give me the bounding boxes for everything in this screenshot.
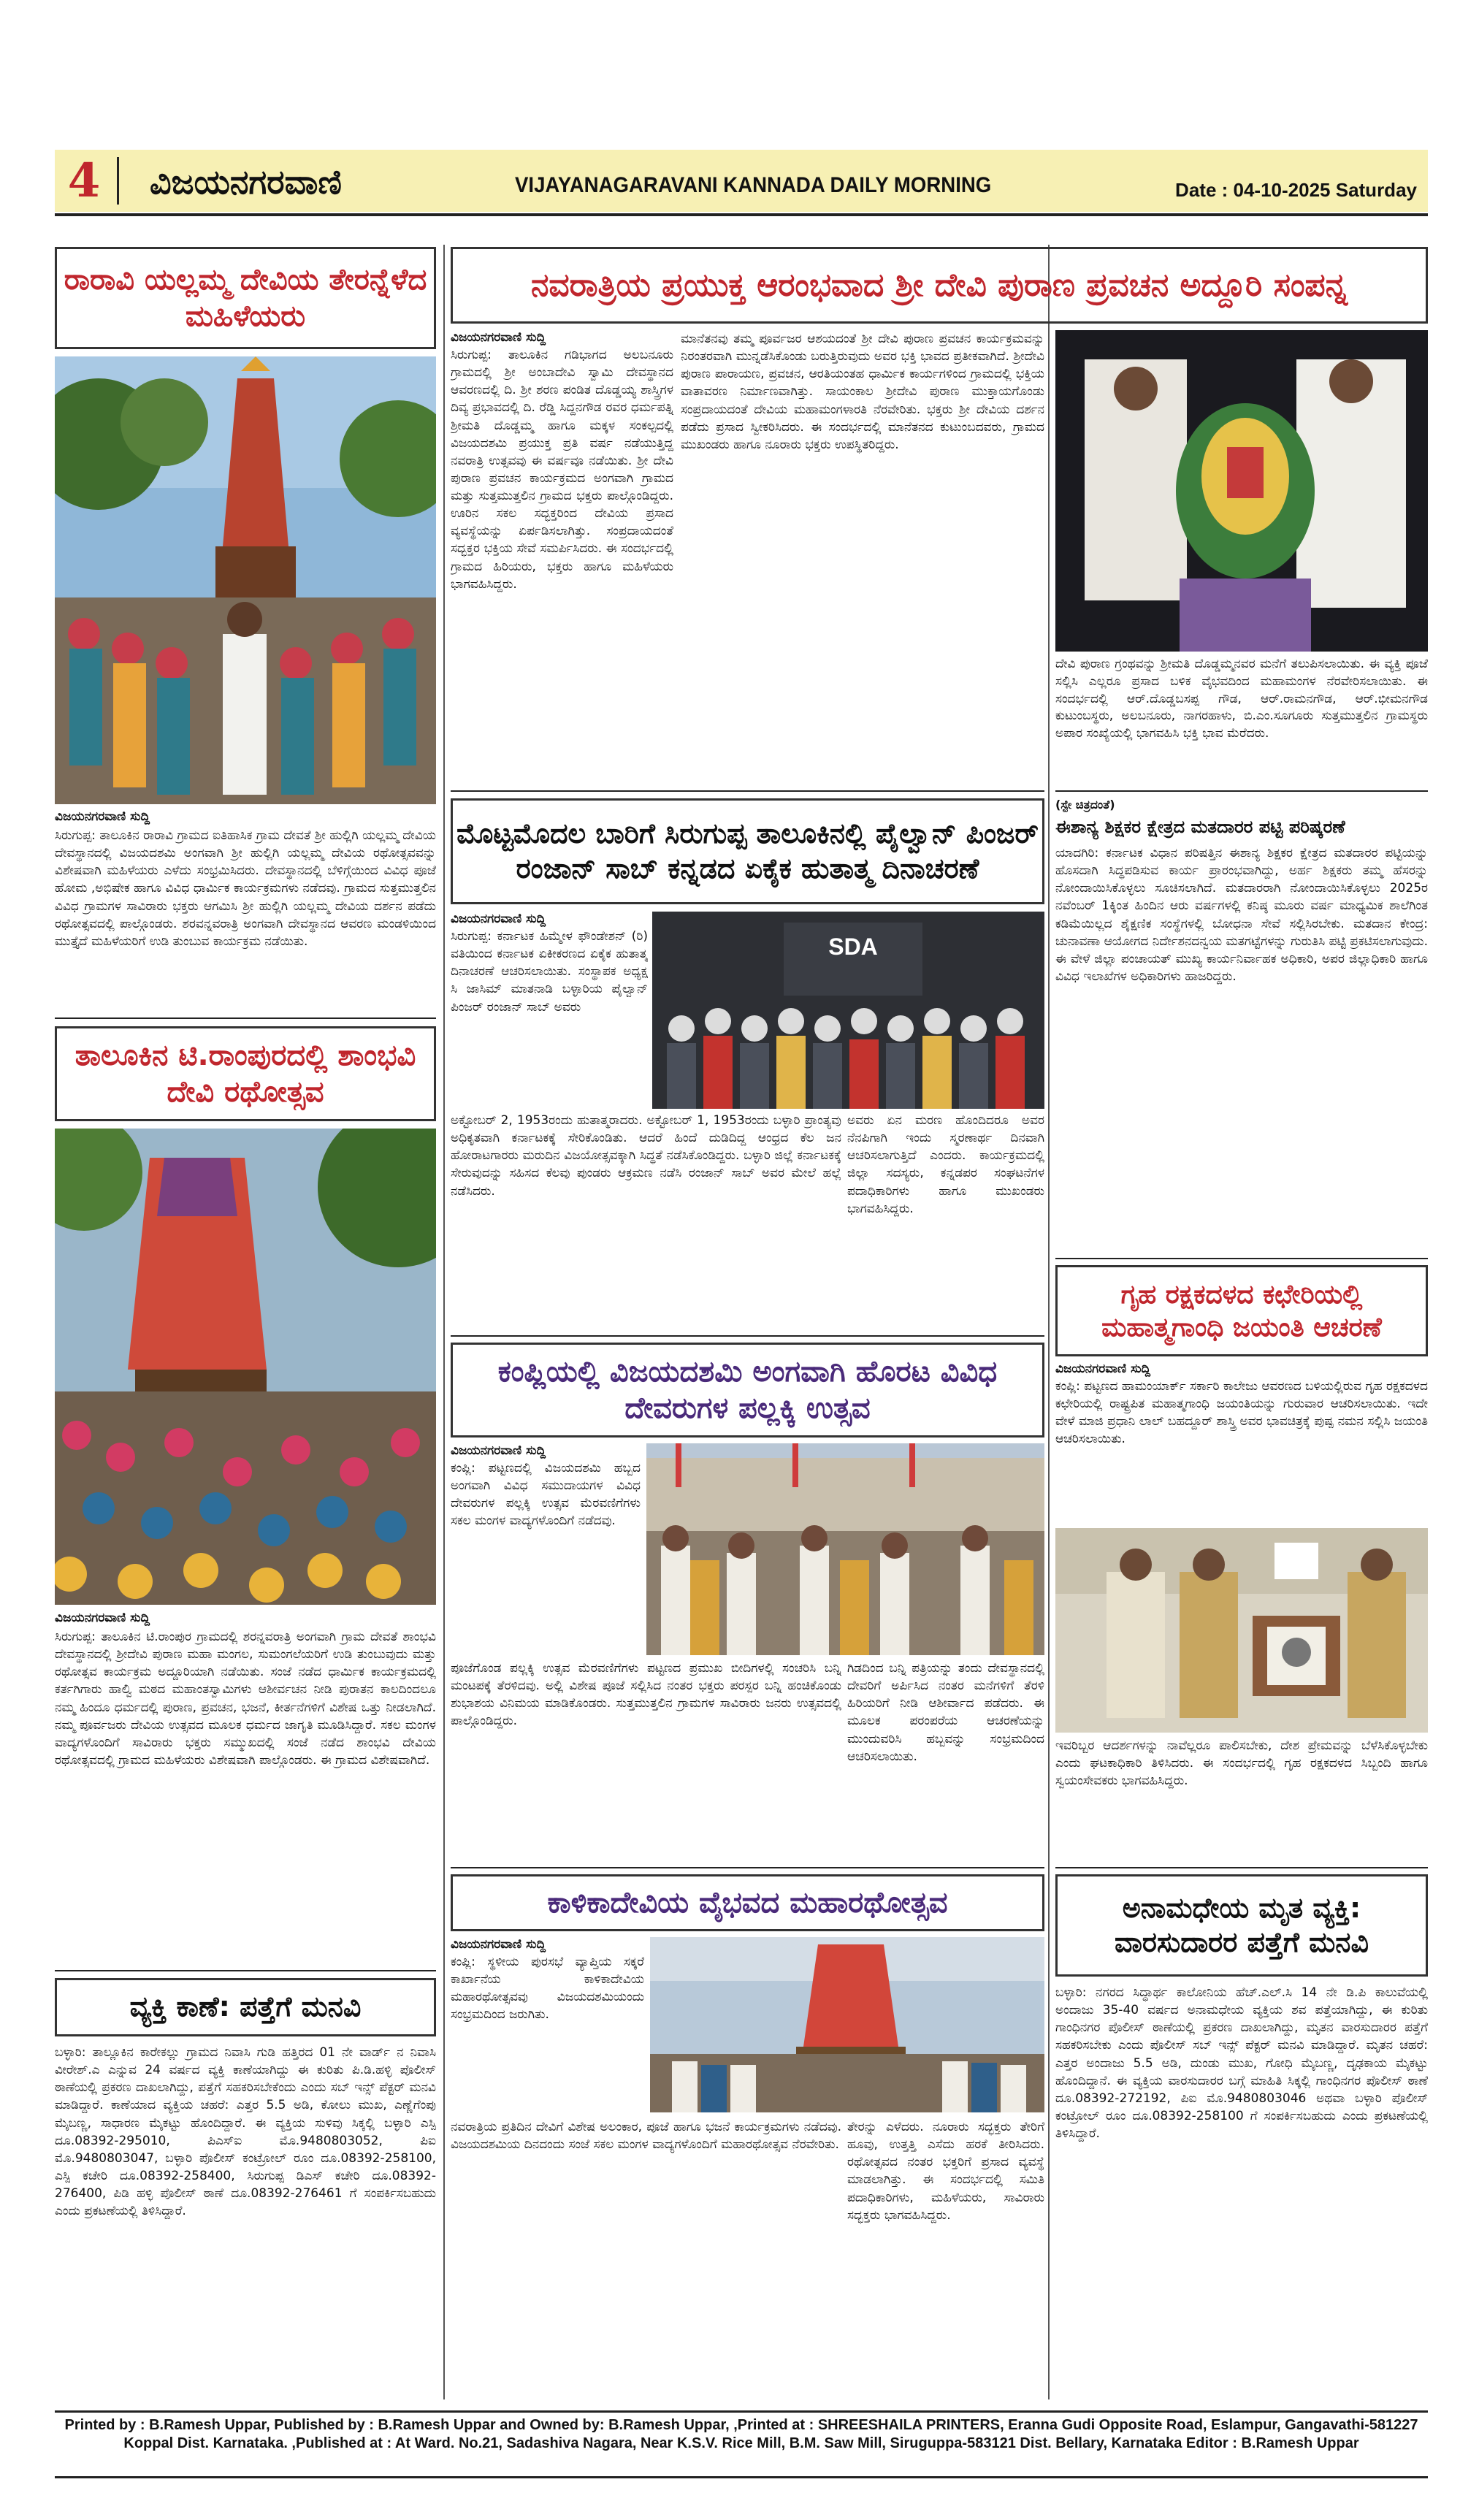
- footer-rule-bottom: [55, 2476, 1428, 2478]
- headline-kampli-pallakki: ಕಂಪ್ಲಿಯಲ್ಲಿ ವಿಜಯದಶಮಿ ಅಂಗವಾಗಿ ಹೊರಟ ವಿವಿಧ ದೇವರುಗಳ ಪಲ್ಲಕ್ಕಿ ಉತ್ಸವ: [451, 1343, 1044, 1437]
- photo-devi-idol-night: [1055, 330, 1428, 652]
- photo-pallakki-procession: [646, 1443, 1044, 1655]
- byline-a4: ವಿಜಯನಗರವಾಣಿ ಸುದ್ದಿ: [451, 330, 546, 345]
- tag-a8: (ಸ್ಟೇ ಚಿತ್ರದಂತೆ): [1055, 798, 1115, 812]
- article-a6-right: ಗಿಡದಿಂದ ಬನ್ನಿ ಪತ್ರಿಯನ್ನು ತಂದು ದೇವಸ್ಥಾನದಲ್ಲಿ ದೇವರಿಗೆ ಅರ್ಪಿಸಿದ ನಂತರ ಮನೆಗಳಿಗೆ ತೆರಳಿ ಹಿರಿಯರಿಗೆ ನೀಡಿ ಆಶೀರ್ವಾದ ಪಡೆದರು. ಈ ಮೂಲಕ ಪರಂಪರೆಯ ಆಚರಣೆಯನ್ನು ಮುಂದುವರಿಸಿ ಹಬ್ಬವನ್ನು ಸಂಭ್ರಮದಿಂದ ಆಚರಿಸಲಾಯಿತು.: [847, 1661, 1044, 1764]
- byline-a2: ವಿಜಯನಗರವಾಣಿ ಸುದ್ದಿ: [55, 1611, 150, 1625]
- imprint-line: Printed by : B.Ramesh Uppar, Published by : B.Ramesh Uppar and Owned by: B.Ramesh Uppar, ,Printed at : SHREESHAILA PRINTERS, Eranna Gudi Opposite Road, Eslampur, Gangavathi-581227 Koppal Dist. Karnataka. ,Published at : At Ward. No.21, Sadashiva Nagara, Near K.S.V. Rice Mill, B.M. Saw Mill, Siruguppa-583121 Dist. Bellary, Karnataka Editor : B.Ramesh Uppar: [64, 2417, 1418, 2451]
- article-a10-body: ಬಳ್ಳಾರಿ: ನಗರದ ಸಿದ್ಧಾರ್ಥ ಕಾಲೋನಿಯ ಹೆಚ್.ಎಲ್.ಸಿ 14 ನೇ ಡಿ.ಪಿ ಕಾಲುವೆಯಲ್ಲಿ ಅಂದಾಜು 35-40 ವರ್ಷದ ಅನಾಮಧೇಯ ವ್ಯಕ್ತಿಯ ಶವ ಪತ್ತೆಯಾಗಿದ್ದು, ಈ ಕುರಿತು ಗಾಂಧಿನಗರ ಪೊಲೀಸ್ ಠಾಣೆಯಲ್ಲಿ ಪ್ರಕರಣ ದಾಖಲಾಗಿದ್ದು, ಮೃತನ ವಾರಸುದಾರರ ಪತ್ತೆಗೆ ಸಹಕರಿಸಬೇಕು ಎಂದು ಪೊಲೀಸ್ ಸಬ್ ಇನ್ಸ್ ಪೆಕ್ಟರ್ ಮನವಿ ಮಾಡಿದ್ದಾರೆ. ಮೃತನ ಚಹರೆ: ಎತ್ತರ ಅಂದಾಜು 5.5 ಅಡಿ, ದುಂಡು ಮುಖ, ಗೋಧಿ ಮೈಬಣ್ಣ, ದೃಢಕಾಯ ಮೈಕಟ್ಟು ಹೊಂದಿದ್ದಾನೆ. ಈ ವ್ಯಕ್ತಿಯ ವಾರಸುದಾರರ ಬಗ್ಗೆ ಮಾಹಿತಿ ಸಿಕ್ಕಲ್ಲಿ ಗಾಂಧಿನಗರ ಪೊಲೀಸ್ ಠಾಣೆ ದೂ.08392-272192, ಪಿಐ ಮೊ.9480803046 ಅಥವಾ ಬಳ್ಳಾರಿ ಪೊಲೀಸ್ ಕಂಟ್ರೋಲ್ ರೂಂ ದೂ.08392-258100 ಗೆ ಸಂಪರ್ಕಿಸಬಹುದು ಎಂದು ಪ್ರಕಟಣೆಯಲ್ಲಿ ತಿಳಿಸಿದ್ದಾರೆ.: [1055, 1985, 1428, 2141]
- divider-mid-2: [451, 1335, 1044, 1337]
- divider-left-1: [55, 1017, 436, 1019]
- column-rule-1: [443, 245, 445, 2399]
- divider-mid-1: [451, 790, 1044, 792]
- page-number: 4: [67, 153, 101, 208]
- headline-missing-person: ವ್ಯಕ್ತಿ ಕಾಣೆ: ಪತ್ತೆಗೆ ಮನವಿ: [55, 1978, 436, 2036]
- photo-shambhavi-chariot: [55, 1129, 436, 1605]
- divider-right-2: [1055, 1258, 1428, 1259]
- headline-rarav-yellamma: ರಾರಾವಿ ಯಲ್ಲಮ್ಮ ದೇವಿಯ ತೇರನ್ನೆಳೆದ ಮಹಿಳೆಯರು: [55, 247, 436, 349]
- article-a3-body: ಬಳ್ಳಾರಿ: ತಾಲ್ಲೂಕಿನ ಕಾರೇಕಲ್ಲು ಗ್ರಾಮದ ನಿವಾಸಿ ಗುಡಿ ಹತ್ತಿರದ 01 ನೇ ವಾರ್ಡ್ ನ ನಿವಾಸಿ ವೀರೇಶ್.ಎ ಎನ್ನುವ 24 ವರ್ಷದ ವ್ಯಕ್ತಿ ಕಾಣೆಯಾಗಿದ್ದು ಈ ಕುರಿತು ಪಿ.ಡಿ.ಹಳ್ಳಿ ಪೊಲೀಸ್ ಠಾಣೆಯಲ್ಲಿ ಪ್ರಕರಣ ದಾಖಲಾಗಿದ್ದು, ಪತ್ತೆಗೆ ಸಹಕರಿಸಬೇಕೆಂದು ಎಂದು ಸಬ್ ಇನ್ಸ್ ಪೆಕ್ಟರ್ ಮನವಿ ಮಾಡಿದ್ದಾರೆ. ಕಾಣೆಯಾದ ವ್ಯಕ್ತಿಯ ಚಹರೆ: ಎತ್ತರ 5.5 ಅಡಿ, ಕೋಲು ಮುಖ, ಎಣ್ಣೆಗೆಂಪು ಮೈಬಣ್ಣ, ಸಾಧಾರಣ ಮೈಕಟ್ಟು ಹೊಂದಿದ್ದಾರೆ. ಈ ವ್ಯಕ್ತಿಯ ಸುಳಿವು ಸಿಕ್ಕಲ್ಲಿ ಬಳ್ಳಾರಿ ಎಸ್ಪಿ ದೂ.08392-295010, ಪಿಎಸ್ಐ ಮೊ.9480803052, ಪಿಐ ಮೊ.9480803047, ಬಳ್ಳಾರಿ ಪೊಲೀಸ್ ಕಂಟ್ರೋಲ್ ರೂಂ ದೂ.08392-258100, ಎಸ್ಪಿ ಕಚೇರಿ ದೂ.08392-258400, ಸಿರುಗುಪ್ಪ ಡಿಎಸ್ ಕಚೇರಿ ದೂ.08392-276400, ಪಿಡಿ ಹಳ್ಳಿ ಪೊಲೀಸ್ ಠಾಣೆ ದೂ.08392-276461 ಗೆ ಸಂಪರ್ಕಿಸಬಹುದು ಎಂದು ಪ್ರಕಟಣೆಯಲ್ಲಿ ತಿಳಿಸಿದ್ದಾರೆ.: [55, 2045, 436, 2219]
- article-a6-left: ಕಂಪ್ಲಿ: ಪಟ್ಟಣದಲ್ಲಿ ವಿಜಯದಶಮಿ ಹಬ್ಬದ ಅಂಗವಾಗಿ ವಿವಿಧ ಸಮುದಾಯಗಳ ವಿವಿಧ ದೇವರುಗಳ ಪಲ್ಲಕ್ಕಿ ಉತ್ಸವ ಮೆರವಣಿಗೆಗಳು ಸಕಲ ಮಂಗಳ ವಾದ್ಯಗಳೊಂದಿಗೆ ನಡೆದವು.: [451, 1461, 641, 1529]
- article-a5-left: ಸಿರುಗುಪ್ಪ: ಕರ್ನಾಟಕ ಹಿಮ್ಮೇಳ ಫೌಂಡೇಶನ್ (ರಿ) ವತಿಯಿಂದ ಕರ್ನಾಟಕ ಏಕೀಕರಣದ ಏಕೈಕ ಹುತಾತ್ಮ ದಿನಾಚರಣೆ ಆಚರಿಸಲಾಯಿತು. ಸಂಸ್ಥಾಪಕ ಅಧ್ಯಕ್ಷ ಸಿ ಜಾಸಿಮ್ ಮಾತನಾಡಿ ಬಳ್ಳಾರಿಯ ಪೈಲ್ವಾನ್ ಪಿಂಜರ್ ರಂಜಾನ್ ಸಾಬ್ ಅವರು: [451, 929, 648, 1015]
- headline-ranjan-sab: ಮೊಟ್ಟಮೊದಲ ಬಾರಿಗೆ ಸಿರುಗುಪ್ಪ ತಾಲೂಕಿನಲ್ಲಿ ಪೈಲ್ವಾನ್ ಪಿಂಜರ್ ರಂಜಾನ್ ಸಾಬ್ ಕನ್ನಡದ ಏಕೈಕ ಹುತಾತ್ಮ ದಿನಾಚರಣೆ: [451, 798, 1044, 904]
- photo-procession-street: [646, 1443, 1044, 1655]
- paper-title-english: VIJAYANAGARAVANI KANNADA DAILY MORNING: [515, 173, 992, 197]
- photo-chariot-crowd: [55, 1129, 436, 1605]
- issue-date: Date : 04-10-2025 Saturday: [1175, 179, 1417, 201]
- photo-women-pulling-chariot: [55, 356, 436, 804]
- article-a2-body: ಸಿರುಗುಪ್ಪ: ತಾಲೂಕಿನ ಟಿ.ರಾಂಪುರ ಗ್ರಾಮದಲ್ಲಿ ಶರನ್ನವರಾತ್ರಿ ಅಂಗವಾಗಿ ಗ್ರಾಮ ದೇವತೆ ಶಾಂಭವಿ ದೇವಸ್ಥಾನದಲ್ಲಿ ಶ್ರೀದೇವಿ ಪುರಾಣ ಮಹಾ ಮಂಗಲ, ಸುಮಂಗಲೆಯರಿಗೆ ಉಡಿ ತುಂಬುವುದು ಮತ್ತು ರಥೋತ್ಸವ ಕಾರ್ಯಕ್ರಮ ಅದ್ದೂರಿಯಾಗಿ ನಡೆಯಿತು. ಸಂಜೆ ನಡೆದ ಧಾರ್ಮಿಕ ಕಾರ್ಯಕ್ರಮದಲ್ಲಿ ಕರ್ತಗಿಗಾರು ಹಾಲ್ವಿ ಮಠದ ಮಹಾಂತಸ್ವಾಮಿಗಳು ಆಶೀರ್ವಚನ ನೀಡಿ ಪುರಾತನ ಕಾಲದಿಂದಲೂ ನಮ್ಮ ಹಿಂದೂ ಧರ್ಮದಲ್ಲಿ ಪುರಾಣ, ಪ್ರವಚನ, ಭಜನೆ, ಕೀರ್ತನೆಗಳಿಗೆ ವಿಶೇಷ ಒತ್ತು ನೀಡಲಾಗಿದೆ. ನಮ್ಮ ಪೂರ್ವಜರು ದೇವಿಯ ಉತ್ಸವದ ಮೂಲಕ ಧರ್ಮದ ಜಾಗೃತಿ ಮೂಡಿಸಿದ್ದಾರೆ. ಸಕಲ ಮಂಗಳ ವಾದ್ಯಗಳೊಂದಿಗೆ ಸಾವಿರಾರು ಭಕ್ತರು ಸಮ್ಮುಖದಲ್ಲಿ ಸಂಜೆ ನಡೆದ ಶಾಂಭವಿ ದೇವಿಯ ರಥೋತ್ಸವದಲ್ಲಿ ಗ್ರಾಮದ ಮಹಿಳೆಯರು ವಿಶೇಷವಾಗಿ ಪಾಲ್ಗೊಂಡರು. ಈ ಗ್ರಾಮದ ವಿಶೇಷವಾಗಿದೆ.: [55, 1630, 436, 1768]
- caption-a4: ದೇವಿ ಪುರಾಣ ಗ್ರಂಥವನ್ನು ಶ್ರೀಮತಿ ದೊಡ್ಡಮ್ಮನವರ ಮನೆಗೆ ತಲುಪಿಸಲಾಯಿತು. ಈ ವ್ಯಕ್ತಿ ಪೂಜೆ ಸಲ್ಲಿಸಿ ಎಲ್ಲರೂ ಪ್ರಸಾದ ಬಳಿಕ ವೈಭವದಿಂದ ಮಹಾಮಂಗಳ ನೆರವೇರಿಸಲಾಯಿತು. ಈ ಸಂದರ್ಭದಲ್ಲಿ ಆರ್.ದೊಡ್ಡಬಸಪ್ಪ ಗೌಡ, ಆರ್.ರಾಮನಗೌಡ, ಆರ್.ಭೀಮನಗೌಡ ಕುಟುಂಬಸ್ಥರು, ಅಲಬನೂರು, ನಾಗರಹಾಳು, ಬಿ.ಎಂ.ಸೂಗೂರು ಸುತ್ತಮುತ್ತಲಿನ ಗ್ರಾಮಸ್ಥರು ಅಪಾರ ಸಂಖ್ಯೆಯಲ್ಲಿ ಭಾಗವಹಿಸಿ ಭಕ್ತಿ ಭಾವ ಮೆರೆದರು.: [1055, 657, 1428, 741]
- byline-a1: ವಿಜಯನಗರವಾಣಿ ಸುದ್ದಿ: [55, 809, 150, 824]
- photo-gandhi-portrait-officers: [1055, 1528, 1428, 1733]
- photo-kalikadevi-chariot: [650, 1937, 1044, 2112]
- masthead-rule: [55, 213, 1428, 216]
- sda-sign: SDA: [828, 933, 878, 960]
- article-a5-wide: ಅಕ್ಟೋಬರ್ 2, 1953ರಂದು ಹುತಾತ್ಮರಾದರು. ಅಕ್ಟೋಬರ್ 1, 1953ರಂದು ಬಳ್ಳಾರಿ ಪ್ರಾಂತ್ಯವು ಅಧಿಕೃತವಾಗಿ ಕರ್ನಾಟಕಕ್ಕೆ ಸೇರಿಕೊಂಡಿತು. ಆದರೆ ಹಿಂದೆ ದುಡಿದಿದ್ದ ಆಂಧ್ರದ ಕೆಲ ಜನ ಹೋರಾಟಗಾರರು ಮರುದಿನ ವಿಜಯೋತ್ಸವಕ್ಕಾಗಿ ಸಿದ್ಧತೆ ನಡೆಸಿಕೊಂಡಿದ್ದರು. ಬಳ್ಳಾರಿ ಜಿಲ್ಲೆ ಕರ್ನಾಟಕಕ್ಕೆ ಸೇರುವುದನ್ನು ಸಹಿಸದ ಕೆಲವು ಪುಂಡರು ಆಕ್ರಮಣ ನಡೆಸಿ ರಂಜಾನ್ ಸಾಬ್ ಅವರ ಮೇಲೆ ಹಲ್ಲೆ ನಡೆಸಿದರು.: [451, 1113, 841, 1199]
- byline-a7: ವಿಜಯನಗರವಾಣಿ ಸುದ್ದಿ: [451, 1937, 546, 1952]
- byline-a9: ವಿಜಯನಗರವಾಣಿ ಸುದ್ದಿ: [1055, 1362, 1151, 1376]
- photo-devi-purana: [1055, 330, 1428, 652]
- headline-navaratri-purana: ನವರಾತ್ರಿಯ ಪ್ರಯುಕ್ತ ಆರಂಭವಾದ ಶ್ರೀ ದೇವಿ ಪುರಾಣ ಪ್ರವಚನ ಅದ್ದೂರಿ ಸಂಪನ್ನ: [451, 247, 1428, 324]
- headline-kalikadevi: ಕಾಳಿಕಾದೇವಿಯ ವೈಭವದ ಮಹಾರಥೋತ್ಸವ: [451, 1874, 1044, 1931]
- headline-gandhi-jayanti: ಗೃಹ ರಕ್ಷಕದಳದ ಕಛೇರಿಯಲ್ಲಿ ಮಹಾತ್ಮಗಾಂಧಿ ಜಯಂತಿ ಆಚರಣೆ: [1055, 1265, 1428, 1356]
- divider-right-1: [1055, 790, 1428, 792]
- paper-title-kannada: ವಿಜಯನಗರವಾಣಿ: [150, 162, 342, 202]
- article-a4-col1: ಸಿರುಗುಪ್ಪ: ತಾಲೂಕಿನ ಗಡಿಭಾಗದ ಅಲಬನೂರು ಗ್ರಾಮದಲ್ಲಿ ಶ್ರೀ ಅಂಬಾದೇವಿ ಸ್ವಾಮಿ ದೇವಸ್ಥಾನದ ಆವರಣದಲ್ಲಿ ದಿ. ಶ್ರೀ ಶರಣ ಪಂಡಿತ ದೊಡ್ಡಯ್ಯ ಶಾಸ್ತ್ರಿಗಳ ದಿವ್ಯ ಪ್ರಭಾವದಲ್ಲಿ ದಿ. ರೆಡ್ಡಿ ಸಿದ್ದನಗೌಡ ರವರ ಧರ್ಮಪತ್ನಿ ಶ್ರೀಮತಿ ದೊಡ್ಡಮ್ಮ ಹಾಗೂ ಮಕ್ಕಳ ಸಂಕಲ್ಪದಲ್ಲಿ ವಿಜಯದಶಮಿ ಪ್ರಯುಕ್ತ ಪ್ರತಿ ವರ್ಷ ನಡೆಯುತ್ತಿದ್ದ ನವರಾತ್ರಿ ಉತ್ಸವವು ಈ ವರ್ಷವೂ ನಡೆಯಿತು. ಶ್ರೀ ದೇವಿ ಪುರಾಣ ಪ್ರವಚನ ಕಾರ್ಯಕ್ರಮದ ಅಂಗವಾಗಿ ಗ್ರಾಮದ ಮತ್ತು ಸುತ್ತಮುತ್ತಲಿನ ಗ್ರಾಮದ ಭಕ್ತರು ಪಾಲ್ಗೊಂಡಿದ್ದರು. ಊರಿನ ಸಕಲ ಸದ್ಭಕ್ತರಿಂದ ದೇವಿಯ ಪ್ರಸಾದ ವ್ಯವಸ್ಥೆಯನ್ನು ಏರ್ಪಡಿಸಲಾಗಿತ್ತು. ಸಂಪ್ರದಾಯದಂತೆ ಸದ್ಭಕ್ತರ ಭಕ್ತಿಯ ಸೇವೆ ಸಮರ್ಪಿಸಿದರು. ಈ ಸಂದರ್ಭದಲ್ಲಿ ಗ್ರಾಮದ ಹಿರಿಯರು, ಭಕ್ತರು ಹಾಗೂ ಮಹಿಳೆಯರು ಭಾಗವಹಿಸಿದ್ದರು.: [451, 348, 673, 592]
- headline-unidentified-body: ಅನಾಮಧೇಯ ಮೃತ ವ್ಯಕ್ತಿ: ವಾರಸುದಾರರ ಪತ್ತೆಗೆ ಮನವಿ: [1055, 1874, 1428, 1977]
- article-a9-body: ಕಂಪ್ಲಿ: ಪಟ್ಟಣದ ಹಾಮಂಯಾರ್ಕ್ ಸರ್ಕಾರಿ ಕಾಲೇಜು ಆವರಣದ ಬಳಿಯಲ್ಲಿರುವ ಗೃಹ ರಕ್ಷಕದಳದ ಕಛೇರಿಯಲ್ಲಿ ರಾಷ್ಟ್ರಪಿತ ಮಹಾತ್ಮಗಾಂಧಿ ಜಯಂತಿಯನ್ನು ಗುರುವಾರ ಆಚರಿಸಲಾಯಿತು. ಇದೇ ವೇಳೆ ಮಾಜಿ ಪ್ರಧಾನಿ ಲಾಲ್ ಬಹದ್ದೂರ್ ಶಾಸ್ತ್ರಿ ಅವರ ಭಾವಚಿತ್ರಕ್ಕೆ ಪುಷ್ಪ ನಮನ ಸಲ್ಲಿಸಿ ಜಯಂತಿ ಆಚರಿಸಲಾಯಿತು.: [1055, 1379, 1428, 1447]
- headline-t-rampura-shambhavi: ತಾಲೂಕಿನ ಟಿ.ರಾಂಪುರದಲ್ಲಿ ಶಾಂಭವಿ ದೇವಿ ರಥೋತ್ಸವ: [55, 1026, 436, 1121]
- article-a1-body: ಸಿರುಗುಪ್ಪ: ತಾಲೂಕಿನ ರಾರಾವಿ ಗ್ರಾಮದ ಐತಿಹಾಸಿಕ ಗ್ರಾಮ ದೇವತೆ ಶ್ರೀ ಹುಲ್ಲಿಗಿ ಯಲ್ಲಮ್ಮ ದೇವಿಯ ದೇವಸ್ಥಾನದಲ್ಲಿ ವಿಜಯದಶಮಿ ಅಂಗವಾಗಿ ಶ್ರೀ ಹುಲ್ಲಿಗಿ ಯಲ್ಲಮ್ಮ ದೇವಿಯ ರಥೋತ್ಸವವನ್ನು ವಿಶೇಷವಾಗಿ ಮಹಿಳೆಯರು ಎಳೆದು ಸಂಭ್ರಮಿಸಿದರು. ದೇವಸ್ಥಾನದಲ್ಲಿ ಬೆಳಿಗ್ಗೆಯಿಂದ ವಿವಿಧ ಪೂಜೆ ಹೋಮ ,ಅಭಿಷೇಕ ಹಾಗೂ ವಿವಿಧ ಧಾರ್ಮಿಕ ಕಾರ್ಯಕ್ರಮಗಳು ನಡೆದವು. ಗ್ರಾಮದ ಸುತ್ತಮುತ್ತಲಿನ ವಿವಿಧ ಗ್ರಾಮಗಳ ಸಾವಿರಾರು ಭಕ್ತರು ಆಗಮಿಸಿ ಶ್ರೀ ಹುಲ್ಲಿಗಿ ಯಲ್ಲಮ್ಮ ದೇವಿಯ ದರ್ಶನ ಪಡೆದು ರಥೋತ್ಸವದಲ್ಲಿ ಪಾಲ್ಗೊಂಡರು. ಶರವನ್ನವರಾತ್ರಿ ಅಂಗವಾಗಿ ದೇವಸ್ಥಾನದ ಆವರಣ ಮಂಡಳಿಯಿಂದ ಮುತ್ತೈದೆ ಮಹಿಳೆಯರಿಗೆ ಉಡಿ ತುಂಬುವ ಕಾರ್ಯಕ್ರಮ ನಡೆಯಿತು.: [55, 828, 436, 949]
- photo-rathotsava: [650, 1937, 1044, 2112]
- article-a8-body: ಯಾದಗಿರಿ: ಕರ್ನಾಟಕ ವಿಧಾನ ಪರಿಷತ್ತಿನ ಈಶಾನ್ಯ ಶಿಕ್ಷಕರ ಕ್ಷೇತ್ರದ ಮತದಾರರ ಪಟ್ಟಿಯನ್ನು ಹೊಸದಾಗಿ ಸಿದ್ಧಪಡಿಸುವ ಕಾರ್ಯ ಪ್ರಾರಂಭವಾಗಿದ್ದು, ಅರ್ಹ ಶಿಕ್ಷಕರು ತಮ್ಮ ಹೆಸರನ್ನು ನೋಂದಾಯಿಸಿಕೊಳ್ಳಲು ಸೂಚಿಸಲಾಗಿದೆ. ಮತದಾರರಾಗಿ ನೋಂದಾಯಿಸಿಕೊಳ್ಳಲು 2025ರ ನವೆಂಬರ್ 1ಕ್ಕಿಂತ ಹಿಂದಿನ ಆರು ವರ್ಷಗಳಲ್ಲಿ ಕನಿಷ್ಠ ಮೂರು ವರ್ಷ ಮಾಧ್ಯಮಿಕ ಶಾಲೆಗಿಂತ ಕಡಿಮೆಯಿಲ್ಲದ ಶೈಕ್ಷಣಿಕ ಸಂಸ್ಥೆಗಳಲ್ಲಿ ಬೋಧನಾ ಸೇವೆ ಸಲ್ಲಿಸಿರಬೇಕು. ಮತದಾನ ಕೇಂದ್ರ: ಚುನಾವಣಾ ಆಯೋಗದ ನಿರ್ದೇಶನದನ್ವಯ ಮತಗಟ್ಟೆಗಳನ್ನು ಗುರುತಿಸಿ ಪಟ್ಟಿ ಪ್ರಕಟಿಸಲಾಗುವುದು. ಈ ವೇಳೆ ಜಿಲ್ಲಾ ಪಂಚಾಯತ್ ಮುಖ್ಯ ಕಾರ್ಯನಿರ್ವಾಹಕ ಅಧಿಕಾರಿ, ಅಪರ ಜಿಲ್ಲಾಧಿಕಾರಿ ಹಾಗೂ ವಿವಿಧ ಇಲಾಖೆಗಳ ಅಧಿಕಾರಿಗಳು ಹಾಜರಿದ್ದರು.: [1055, 846, 1428, 984]
- article-a7-right: ತೇರನ್ನು ಎಳೆದರು. ನೂರಾರು ಸದ್ಭಕ್ತರು ತೇರಿಗೆ ಹೂವು, ಉತ್ತತ್ತಿ ಎಸೆದು ಹರಕೆ ತೀರಿಸಿದರು. ರಥೋತ್ಸವದ ನಂತರ ಭಕ್ತರಿಗೆ ಪ್ರಸಾದ ವ್ಯವಸ್ಥೆ ಮಾಡಲಾಗಿತ್ತು. ಈ ಸಂದರ್ಭದಲ್ಲಿ ಸಮಿತಿ ಪದಾಧಿಕಾರಿಗಳು, ಮಹಿಳೆಯರು, ಸಾವಿರಾರು ಸದ್ಭಕ್ತರು ಭಾಗವಹಿಸಿದ್ದರು.: [847, 2120, 1044, 2223]
- headline-teachers-constituency: ಈಶಾನ್ಯ ಶಿಕ್ಷಕರ ಕ್ಷೇತ್ರದ ಮತದಾರರ ಪಟ್ಟಿ ಪರಿಷ್ಕರಣೆ: [1055, 817, 1345, 837]
- article-a4-col2: ಮಾನೆತನವು ತಮ್ಮ ಪೂರ್ವಜರ ಆಶಯದಂತೆ ಶ್ರೀ ದೇವಿ ಪುರಾಣ ಪ್ರವಚನ ಕಾರ್ಯಕ್ರಮವನ್ನು ನಿರಂತರವಾಗಿ ಮುನ್ನಡೆಸಿಕೊಂಡು ಬರುತ್ತಿರುವುದು ಅವರ ಭಕ್ತಿ ಭಾವದ ಪ್ರತೀಕವಾಗಿದೆ. ಶ್ರೀದೇವಿ ಪುರಾಣ ಪಾರಾಯಣ, ಪ್ರವಚನ, ಆರತಿಯಂತಹ ಧಾರ್ಮಿಕ ಕಾರ್ಯಗಳಿಂದ ಗ್ರಾಮದಲ್ಲಿ ಭಕ್ತಿಯ ವಾತಾವರಣ ನಿರ್ಮಾಣವಾಗಿತ್ತು. ಸಾಯಂಕಾಲ ಶ್ರೀದೇವಿ ಪುರಾಣ ಮುಕ್ತಾಯಗೊಂಡು ಸಂಪ್ರದಾಯದಂತೆ ದೇವಿಯ ಮಹಾಮಂಗಳಾರತಿ ನೆರವೇರಿತು. ಭಕ್ತರು ಶ್ರೀ ದೇವಿಯ ದರ್ಶನ ಪಡೆದು ಪ್ರಸಾದ ಸ್ವೀಕರಿಸಿದರು. ಈ ಸಂದರ್ಭದಲ್ಲಿ ಮಾನೆತನದ ಕುಟುಂಬದವರು, ಗ್ರಾಮದ ಮುಖಂಡರು ಹಾಗೂ ನೂರಾರು ಭಕ್ತರು ಉಪಸ್ಥಿತರಿದ್ದರು.: [681, 332, 1044, 452]
- article-a5-right: ಅವರು ಏನ ಮರಣ ಹೊಂದಿದರೂ ಅವರ ನೆನಪಿಗಾಗಿ ಇಂದು ಸ್ಮರಣಾರ್ಥ ದಿನವಾಗಿ ಆಚರಿಸಲಾಗುತ್ತಿದೆ ಎಂದರು. ಕಾರ್ಯಕ್ರಮದಲ್ಲಿ ಜಿಲ್ಲಾ ಸದಸ್ಯರು, ಕನ್ನಡಪರ ಸಂಘಟನೆಗಳ ಪದಾಧಿಕಾರಿಗಳು ಹಾಗೂ ಮುಖಂಡರು ಭಾಗವಹಿಸಿದ್ದರು.: [847, 1113, 1044, 1216]
- byline-a6: ವಿಜಯನಗರವಾಣಿ ಸುದ್ದಿ: [451, 1443, 546, 1458]
- article-a7-left: ಕಂಪ್ಲಿ: ಸ್ಥಳೀಯ ಪುರಸಭೆ ವ್ಯಾಪ್ತಿಯ ಸಕ್ಕರೆ ಕಾರ್ಖಾನೆಯ ಕಾಳಿಕಾದೇವಿಯ ಮಹಾರಥೋತ್ಸವವು ವಿಜಯದಶಮಿಯಂದು ಸಂಭ್ರಮದಿಂದ ಜರುಗಿತು.: [451, 1955, 644, 2023]
- article-a6-wide: ಪೂಜೆಗೊಂಡ ಪಲ್ಲಕ್ಕಿ ಉತ್ಸವ ಮೆರವಣಿಗೆಗಳು ಪಟ್ಟಣದ ಪ್ರಮುಖ ಬೀದಿಗಳಲ್ಲಿ ಸಂಚರಿಸಿ ಬನ್ನಿ ಮಂಟಪಕ್ಕೆ ತೆರಳಿದವು. ಅಲ್ಲಿ ವಿಶೇಷ ಪೂಜೆ ಸಲ್ಲಿಸಿದ ನಂತರ ಭಕ್ತರು ಪರಸ್ಪರ ಬನ್ನಿ ಹಂಚಿಕೊಂಡು ಶುಭಾಶಯ ವಿನಿಮಯ ಮಾಡಿಕೊಂಡರು. ಸುತ್ತಮುತ್ತಲಿನ ಗ್ರಾಮಗಳ ಸಾವಿರಾರು ಜನರು ಉತ್ಸವದಲ್ಲಿ ಪಾಲ್ಗೊಂಡಿದ್ದರು.: [451, 1661, 841, 1729]
- divider-mid-3: [451, 1867, 1044, 1868]
- article-a9-body2: ಇವರಿಬ್ಬರ ಆದರ್ಶಗಳನ್ನು ನಾವೆಲ್ಲರೂ ಪಾಲಿಸಬೇಕು, ದೇಶ ಪ್ರೇಮವನ್ನು ಬೆಳೆಸಿಕೊಳ್ಳಬೇಕು ಎಂದು ಘಟಕಾಧಿಕಾರಿ ತಿಳಿಸಿದರು. ಈ ಸಂದರ್ಭದಲ್ಲಿ ಗೃಹ ರಕ್ಷಕದಳದ ಸಿಬ್ಬಂದಿ ಹಾಗೂ ಸ್ವಯಂಸೇವಕರು ಭಾಗವಹಿಸಿದ್ದರು.: [1055, 1738, 1428, 1789]
- masthead-divider: [117, 157, 119, 205]
- byline-a5: ವಿಜಯನಗರವಾಣಿ ಸುದ್ದಿ: [451, 912, 546, 926]
- photo-home-guards: [1055, 1528, 1428, 1733]
- article-a7-wide: ನವರಾತ್ರಿಯ ಪ್ರತಿದಿನ ದೇವಿಗೆ ವಿಶೇಷ ಅಲಂಕಾರ, ಪೂಜೆ ಹಾಗೂ ಭಜನೆ ಕಾರ್ಯಕ್ರಮಗಳು ನಡೆದವು. ವಿಜಯದಶಮಿಯ ದಿನದಂದು ಸಂಜೆ ಸಕಲ ಮಂಗಳ ವಾದ್ಯಗಳೊಂದಿಗೆ ಮಹಾರಥೋತ್ಸವ ನೆರವೇರಿತು.: [451, 2120, 841, 2153]
- divider-right-3: [1055, 1867, 1428, 1868]
- footer-rule-top: [55, 2410, 1428, 2413]
- photo-sda-event: [652, 912, 1044, 1109]
- column-rule-2: [1048, 245, 1050, 2399]
- photo-chariot-scene: [55, 356, 436, 804]
- divider-left-2: [55, 1970, 436, 1971]
